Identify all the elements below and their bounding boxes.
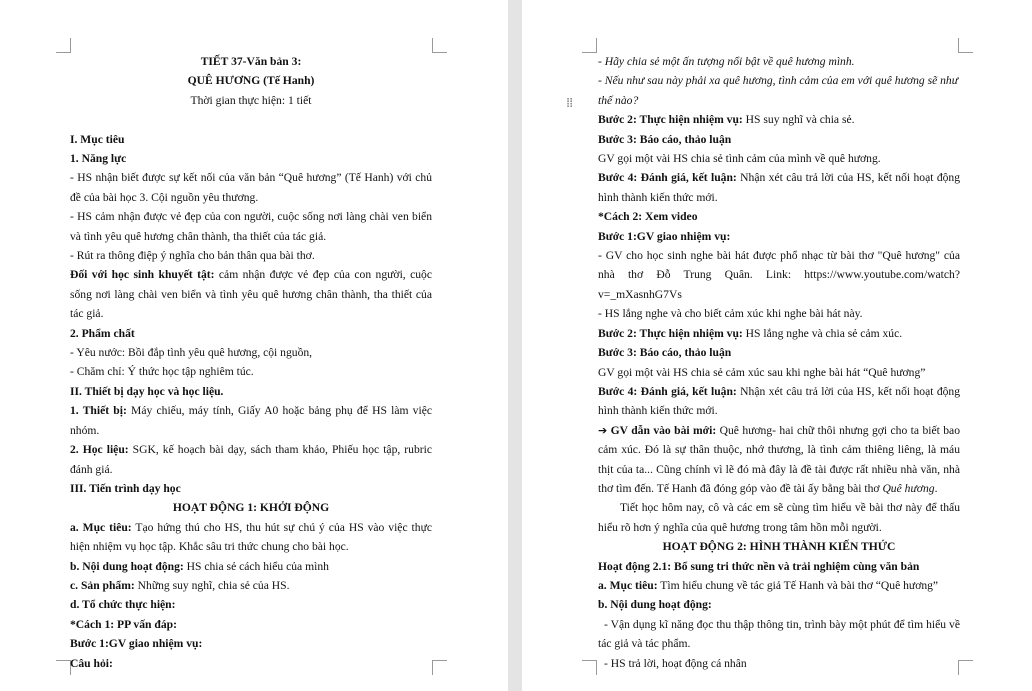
activity-1-content: b. Nội dung hoạt động: HS chia sẻ cách hiểu của mình — [70, 559, 329, 573]
heading-competencies: 1. Năng lực — [70, 152, 127, 166]
poem-title: QUÊ HƯƠNG (Tế Hanh) — [187, 74, 315, 88]
page-left-text[interactable] — [70, 52, 432, 673]
crop-mark-bottom-right — [432, 660, 447, 675]
step-3: Bước 3: Báo cáo, thảo luận — [598, 132, 732, 146]
materials: 2. Học liệu: SGK, kế hoạch bài dạy, sách tham khảo, Phiếu học tập, rubric đánh giá. — [70, 443, 432, 476]
method-2-step-4: Bước 4: Đánh giá, kết luận: Nhận xét câu trả lời của HS, kết nối hoạt động hình thành kiến thức mới. — [598, 384, 961, 418]
step-4: Bước 4: Đánh giá, kết luận: Nhận xét câu trả lời của HS, kết nối hoạt động hình thành kiến thức mới. — [598, 171, 961, 204]
method-2-step-1: Bước 1:GV giao nhiệm vụ: — [598, 229, 731, 243]
question-1: - Hãy chia sẻ một ấn tượng nổi bật về quê hương mình. — [598, 55, 855, 68]
competency-1: - HS nhận biết được sự kết nối của văn bản “Quê hương” (Tế Hanh) với chủ đề của bài học 3. Cội nguồn yêu thương. — [70, 171, 432, 204]
activity-2-heading: HOẠT ĐỘNG 2: HÌNH THÀNH KIẾN THỨC — [662, 540, 896, 554]
questions-label: Câu hỏi: — [70, 656, 113, 670]
drag-handle-icon[interactable]: ⁞⁞ — [566, 96, 573, 111]
page-right-text[interactable] — [598, 52, 960, 673]
document-page-left — [0, 0, 508, 691]
method-2-step-3-text: GV gọi một vài HS chia sẻ cảm xúc sau khi nghe bài hát “Quê hương” — [598, 365, 926, 379]
page-gutter — [508, 0, 522, 691]
method-2-listen: - HS lắng nghe và cho biết cảm xúc khi nghe bài hát này. — [598, 307, 863, 321]
lesson-title: TIẾT 37-Văn bản 3: — [200, 55, 302, 68]
activity-2-content-1: - Vận dụng kĩ năng đọc thu thập thông tin, trình bày một phút để tìm hiểu về tác giả và tác phẩm. — [598, 617, 960, 651]
competency-2: - HS cảm nhận được vẻ đẹp của con người, cuộc sống nơi làng chài ven biển và tình yêu quê hương chân thành, tha thiết của tác giả. — [70, 210, 432, 243]
crop-mark-top-left — [56, 38, 71, 53]
crop-mark-bottom-right — [958, 660, 973, 675]
method-2: *Cách 2: Xem video — [598, 210, 698, 224]
activity-2-objective: a. Mục tiêu: Tìm hiểu chung về tác giả Tế Hanh và bài thơ “Quê hương” — [598, 578, 939, 592]
method-2-step-3: Bước 3: Báo cáo, thảo luận — [598, 346, 732, 360]
activity-2-content-2: - HS trả lời, hoạt động cá nhân — [604, 656, 747, 670]
activity-1-product: c. Sản phẩm: Những suy nghĩ, chia sẻ của HS. — [70, 578, 290, 592]
step-1: Bước 1:GV giao nhiệm vụ: — [70, 637, 203, 651]
activity-1-heading: HOẠT ĐỘNG 1: KHỞI ĐỘNG — [172, 501, 330, 515]
arrow-icon: ➔ — [598, 423, 608, 437]
disabled-students-note: Đối với học sinh khuyết tật: cảm nhận được vẻ đẹp của con người, cuộc sống nơi làng chài ven biển và tình yêu quê hương chân thành, tha thiết của tác giả. — [70, 268, 432, 321]
quality-2: - Chăm chỉ: Ý thức học tập nghiêm túc. — [70, 365, 254, 379]
method-2-video-instruction: - GV cho học sinh nghe bài hát được phổ nhạc từ bài thơ "Quê hương" của nhà thơ Đỗ Trung Quân. Link: https://www.youtube.com/watch?v=_mXasnhG7Vs — [598, 249, 960, 301]
duration: Thời gian thực hiện: 1 tiết — [190, 93, 312, 107]
crop-mark-bottom-left — [56, 660, 71, 675]
activity-1-organization: d. Tổ chức thực hiện: — [70, 598, 176, 612]
crop-mark-top-right — [958, 38, 973, 53]
crop-mark-bottom-left — [582, 660, 597, 675]
method-1: *Cách 1: PP vấn đáp: — [70, 617, 177, 631]
crop-mark-top-left — [582, 38, 597, 53]
activity-1-objective: a. Mục tiêu: Tạo hứng thú cho HS, thu hút sự chú ý của HS vào việc thực hiện nhiệm vụ học tập. Khắc sâu tri thức chung cho bài học. — [70, 520, 432, 554]
activity-2-content-label: b. Nội dung hoạt động: — [598, 598, 712, 612]
heading-procedure: III. Tiến trình dạy học — [70, 481, 181, 495]
heading-objectives: I. Mục tiêu — [70, 132, 125, 146]
equipment: 1. Thiết bị: Máy chiếu, máy tính, Giấy A0 hoặc bảng phụ để HS làm việc nhóm. — [70, 404, 432, 437]
quality-1: - Yêu nước: Bồi đắp tình yêu quê hương, cội nguồn, — [70, 346, 313, 360]
lesson-introduction: ➔ GV dẫn vào bài mới: Quê hương- hai chữ thôi nhưng gợi cho ta biết bao cảm xúc. Đó là sự thân thuộc, nhớ thương, là tình cảm thiêng liêng, là máu thịt của ta... Cũng chính vì lẽ đó mà đây là đề tài được rất nhiều nhà văn, nhà thơ tìm đến. Tế Hanh đã đóng góp vào đề tài ấy bằng bài thơ Quê hương. — [598, 423, 960, 495]
heading-equipment: II. Thiết bị dạy học và học liệu. — [70, 384, 224, 398]
method-2-step-2: Bước 2: Thực hiện nhiệm vụ: HS lắng nghe và chia sẻ cảm xúc. — [598, 326, 903, 340]
lesson-today: Tiết học hôm nay, cô và các em sẽ cùng tìm hiểu về bài thơ này để thấu hiểu rõ hơn ý nghĩa của quê hương trong tâm hồn mỗi người. — [598, 501, 960, 534]
competency-3: - Rút ra thông điệp ý nghĩa cho bản thân qua bài thơ. — [70, 249, 315, 263]
crop-mark-top-right — [432, 38, 447, 53]
step-3-text: GV gọi một vài HS chia sẻ tình cảm của mình về quê hương. — [598, 152, 881, 166]
question-2: - Nếu như sau này phải xa quê hương, tình cảm của em với quê hương sẽ như thế nào? — [598, 74, 959, 107]
step-2: Bước 2: Thực hiện nhiệm vụ: HS suy nghĩ và chia sẻ. — [598, 113, 855, 127]
activity-2-1-heading: Hoạt động 2.1: Bổ sung tri thức nền và trải nghiệm cùng văn bản — [598, 559, 920, 573]
heading-qualities: 2. Phẩm chất — [70, 326, 135, 340]
document-page-right — [522, 0, 1032, 691]
